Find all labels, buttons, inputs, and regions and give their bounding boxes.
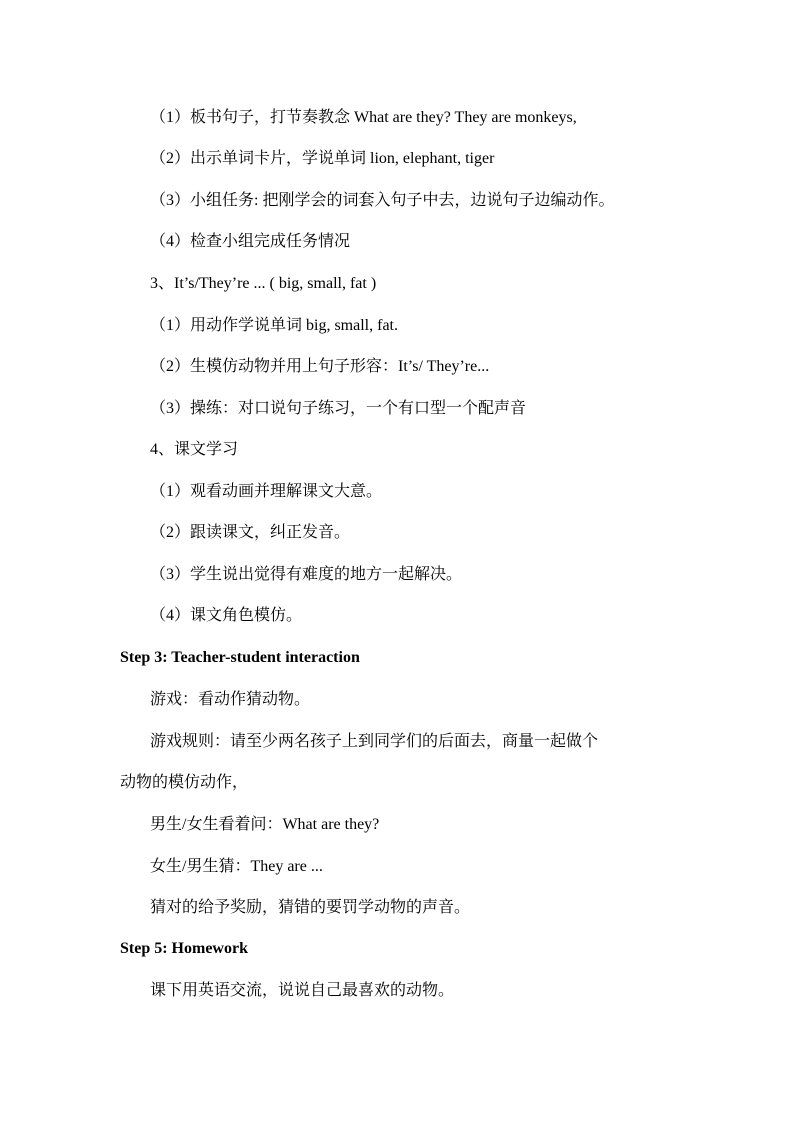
section-3-item-3: （3）操练：对口说句子练习，一个有口型一个配声音 [150,400,527,417]
homework-text: 课下用英语交流，说说自己最喜欢的动物。 [150,982,455,999]
game-title: 游戏：看动作猜动物。 [150,691,311,708]
game-reward: 猜对的给予奖励，猜错的要罚学动物的声音。 [150,899,471,916]
game-answer: 女生/男生猜：They are ... [150,858,323,875]
game-question: 男生/女生看着问：What are they? [150,816,380,833]
section-4-item-3: （3）学生说出觉得有难度的地方一起解决。 [150,566,463,583]
step-3-heading: Step 3: Teacher-student interaction [120,649,360,666]
section-4-item-1: （1）观看动画并理解课文大意。 [150,483,383,500]
section-4-item-4: （4）课文角色模仿。 [150,607,303,624]
section-3-item-1: （1）用动作学说单词 big, small, fat. [150,317,398,334]
section-3-title: 3、It’s/They’re ... ( big, small, fat ) [150,275,377,292]
game-rules-line-2: 动物的模仿动作， [120,774,249,791]
section-3-item-2: （2）生模仿动物并用上句子形容：It’s/ They’re... [150,358,490,375]
step-2-item-1: （1）板书句子，打节奏教念 What are they? They are monkeys, [150,109,577,126]
step-5-heading: Step 5: Homework [120,940,248,957]
section-4-item-2: （2）跟读课文，纠正发音。 [150,524,351,541]
game-rules-line-1: 游戏规则：请至少两名孩子上到同学们的后面去，商量一起做个 [150,733,599,750]
step-2-item-2: （2）出示单词卡片，学说单词 lion, elephant, tiger [150,150,495,167]
section-4-title: 4、课文学习 [150,441,239,458]
step-2-item-4: （4）检查小组完成任务情况 [150,233,351,250]
step-2-item-3: （3）小组任务: 把刚学会的词套入句子中去，边说句子边编动作。 [150,192,615,209]
